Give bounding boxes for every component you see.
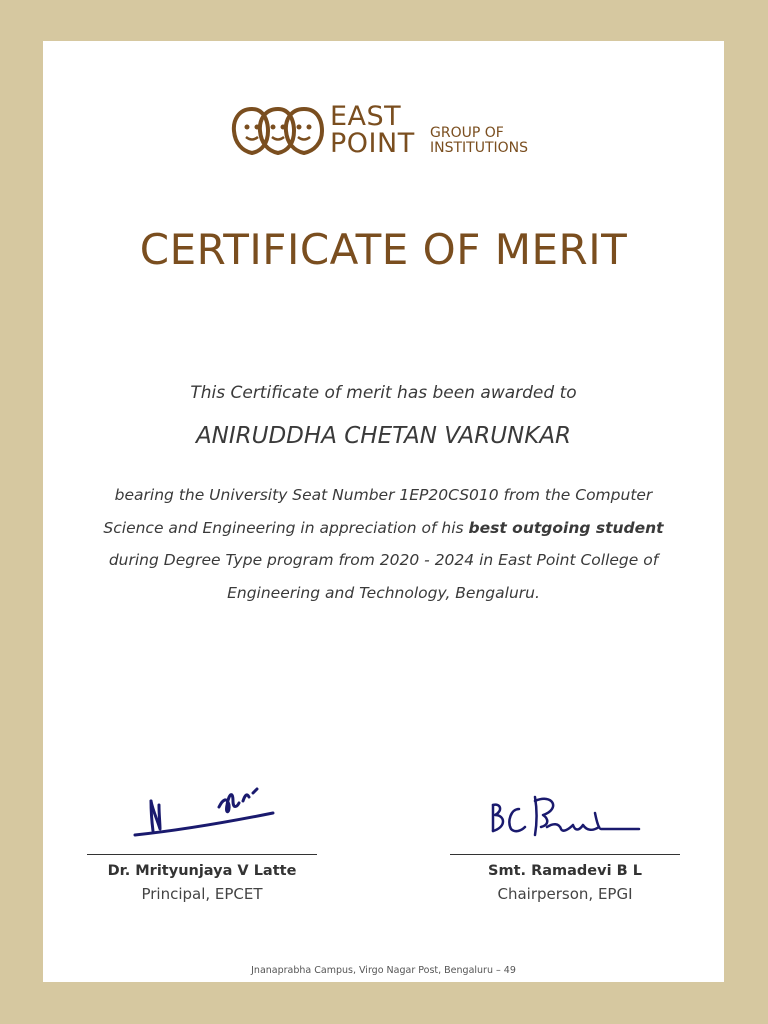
signature-principal (123, 783, 283, 849)
body-text-part2: during Degree Type program from 2020 - 2024 in East Point College of Engineering and Technology, Bengaluru. (108, 551, 659, 602)
signatory-name-right: Smt. Ramadevi B L (488, 863, 642, 879)
body-text-part1: bearing the University Seat Number 1EP20CS010 from the Computer Science and Engineering in appreciation of his (103, 486, 653, 537)
signature-chairperson (483, 789, 643, 845)
footer-address: Jnanaprabha Campus, Virgo Nagar Post, Bengaluru – 49 (251, 965, 516, 976)
signatory-name-left: Dr. Mrityunjaya V Latte (107, 863, 297, 879)
signature-line-right (450, 854, 680, 855)
signatory-role-left: Principal, EPCET (141, 885, 263, 903)
logo-text-point: POINT (330, 128, 415, 159)
east-point-logo (230, 99, 550, 161)
logo-text-institutions: INSTITUTIONS (430, 140, 529, 156)
logo-text-east: EAST (330, 101, 402, 132)
recipient-name: ANIRUDDHA CHETAN VARUNKAR (195, 423, 572, 449)
certificate-body (83, 479, 684, 609)
body-emphasis: best outgoing student (468, 518, 664, 537)
certificate-title: CERTIFICATE OF MERIT (139, 225, 628, 274)
awarded-statement: This Certificate of merit has been awarded to (190, 383, 577, 403)
signatory-role-right: Chairperson, EPGI (497, 885, 633, 903)
signature-line-left (87, 854, 317, 855)
certificate-sheet (43, 41, 724, 982)
logo-text-group-of: GROUP OF (430, 125, 504, 141)
logo-faces-icon (230, 103, 326, 159)
